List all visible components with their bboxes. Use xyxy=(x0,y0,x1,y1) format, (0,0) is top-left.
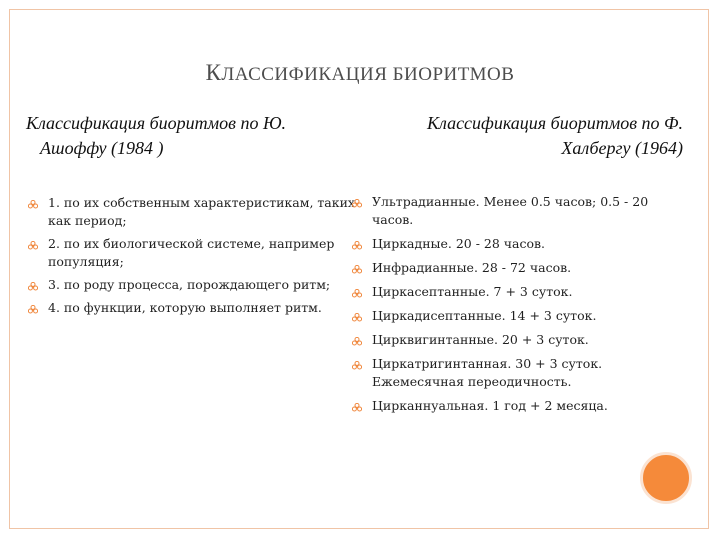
right-heading-line2: Халбергу (1964) xyxy=(561,138,683,158)
flower-bullet-icon xyxy=(352,400,362,410)
list-item xyxy=(350,331,690,349)
list-item-text: 1. по их собственным характеристикам, таких как период; xyxy=(48,195,355,228)
list-item xyxy=(26,299,356,317)
list-item-text: Циркадные. 20 - 28 часов. xyxy=(372,236,546,251)
right-column-heading xyxy=(348,111,683,161)
flower-bullet-icon xyxy=(352,358,362,368)
list-item xyxy=(26,235,356,271)
list-item xyxy=(350,397,690,415)
list-item-text: 3. по роду процесса, порождающего ритм; xyxy=(48,277,331,292)
list-item xyxy=(350,355,690,391)
list-item-text: Инфрадианные. 28 - 72 часов. xyxy=(372,260,572,275)
list-item-text: Циркадисептанные. 14 + 3 суток. xyxy=(372,308,597,323)
list-item xyxy=(26,276,356,294)
list-item-text: Ультрадианные. Менее 0.5 часов; 0.5 - 20 часов. xyxy=(372,194,649,227)
flower-bullet-icon xyxy=(28,197,38,207)
flower-bullet-icon xyxy=(352,286,362,296)
flower-bullet-icon xyxy=(28,302,38,312)
slide-title xyxy=(0,60,720,86)
flower-bullet-icon xyxy=(352,262,362,272)
flower-bullet-icon xyxy=(28,279,38,289)
left-bullet-list xyxy=(26,194,356,322)
list-item-text: Циркасептанные. 7 + 3 суток. xyxy=(372,284,573,299)
list-item xyxy=(350,307,690,325)
flower-bullet-icon xyxy=(352,196,362,206)
list-item-text: Цирквигинтанные. 20 + 3 суток. xyxy=(372,332,589,347)
left-heading-line1: Классификация биоритмов по Ю. xyxy=(26,113,287,133)
left-heading-line2: Ашоффу (1984 ) xyxy=(40,138,164,158)
right-bullet-list xyxy=(350,193,690,421)
list-item-text: Циркатригинтанная. 30 + 3 суток. Ежемесячная переодичность. xyxy=(372,356,603,389)
list-item-text: 4. по функции, которую выполняет ритм. xyxy=(48,300,322,315)
decorative-circle xyxy=(640,452,692,504)
left-column-heading xyxy=(26,111,356,161)
title-first-letter: К xyxy=(205,60,222,85)
list-item xyxy=(350,283,690,301)
flower-bullet-icon xyxy=(352,310,362,320)
flower-bullet-icon xyxy=(28,238,38,248)
list-item xyxy=(26,194,356,230)
title-rest: ЛАССИФИКАЦИЯ БИОРИТМОВ xyxy=(221,64,515,85)
list-item-text: 2. по их биологической системе, например популяция; xyxy=(48,236,335,269)
list-item xyxy=(350,235,690,253)
list-item xyxy=(350,259,690,277)
list-item-text: Цирканнуальная. 1 год + 2 месяца. xyxy=(372,398,608,413)
right-heading-line1: Классификация биоритмов по Ф. xyxy=(427,113,683,133)
flower-bullet-icon xyxy=(352,238,362,248)
flower-bullet-icon xyxy=(352,334,362,344)
list-item xyxy=(350,193,690,229)
